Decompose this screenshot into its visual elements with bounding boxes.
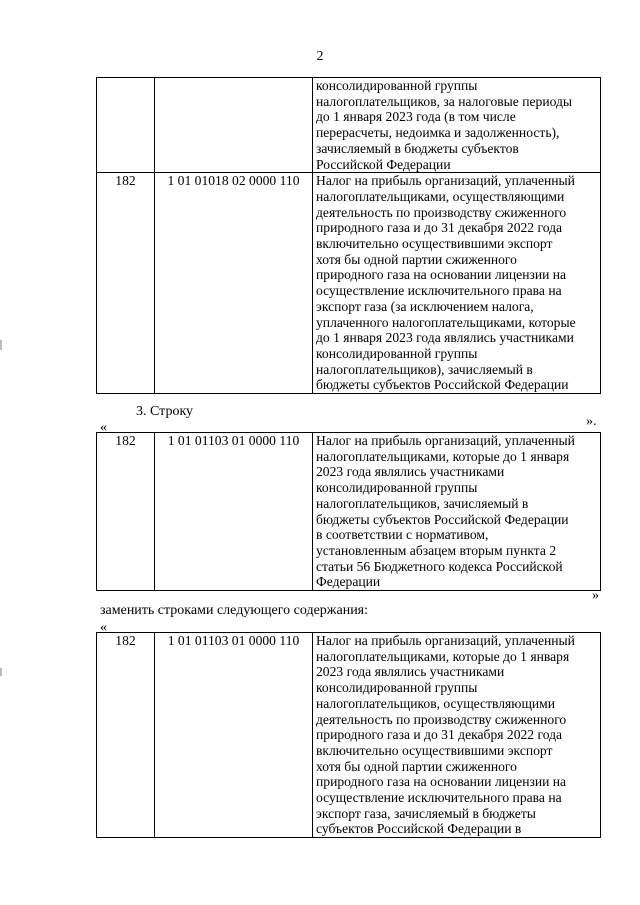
description-line: хотя бы одной партии сжиженного	[316, 251, 517, 267]
description-line: осуществление исключительного права на	[316, 790, 562, 806]
description-cell	[313, 633, 601, 838]
description-line: деятельность по производству сжиженного	[316, 204, 567, 220]
description-cell	[313, 78, 601, 173]
description-line: 2023 года являлись участниками	[316, 464, 505, 480]
admin-code-cell: 182	[97, 633, 155, 838]
description-line: природного газа и до 31 декабря 2022 года	[316, 220, 563, 236]
description-line: природного газа и до 31 декабря 2022 года	[316, 727, 563, 743]
description-line: в соответствии с нормативом,	[316, 527, 489, 543]
budget-codes-table-continuation	[96, 77, 601, 394]
description-line: Налог на прибыль организаций, уплаченный	[316, 433, 575, 448]
description-line: природного газа на основании лицензии на	[316, 774, 567, 790]
admin-code-cell: 182	[97, 173, 155, 394]
opening-quote: «	[100, 420, 107, 435]
description-line: включительно осуществившими экспорт	[316, 236, 553, 252]
section-heading: 3. Строку	[136, 404, 194, 419]
admin-code-cell: 182	[97, 433, 155, 591]
description-line: Федерации	[316, 574, 381, 590]
description-line: Налог на прибыль организаций, уплаченный	[316, 173, 575, 189]
description-line: включительно осуществившими экспорт	[316, 742, 553, 758]
description-line: налогоплательщиков), зачисляемый в	[316, 361, 533, 377]
opening-quote: «	[100, 620, 107, 635]
description-cell	[313, 433, 601, 591]
description-line: Налог на прибыль организаций, уплаченный	[316, 633, 575, 648]
description-line: осуществление исключительного права на	[316, 283, 562, 299]
replace-instruction: заменить строками следующего содержания:	[100, 603, 369, 618]
description-line: уплаченного налогоплательщиками, которые	[316, 314, 576, 330]
description-line: природного газа на основании лицензии на	[316, 267, 567, 283]
kbk-code-cell: 1 01 01103 01 0000 110	[155, 633, 313, 838]
closing-quote: »	[592, 588, 599, 603]
description-line: налогоплательщиков, осуществляющими	[316, 695, 556, 711]
scan-edge-mark	[0, 668, 2, 676]
description-line: консолидированной группы	[316, 345, 478, 361]
closing-quote: ».	[586, 414, 597, 429]
kbk-code-cell	[155, 78, 313, 173]
scan-edge-mark	[0, 340, 2, 350]
description-line: бюджеты субъектов Российской Федерации	[316, 511, 569, 527]
table-row	[97, 173, 601, 394]
description-cell	[313, 173, 601, 394]
admin-code-cell	[97, 78, 155, 173]
table-row	[97, 433, 601, 591]
description-line: деятельность по производству сжиженного	[316, 711, 567, 727]
description-line: консолидированной группы	[316, 78, 478, 93]
table-row	[97, 633, 601, 838]
description-line: субъектов Российской Федерации в	[316, 821, 522, 837]
description-line: консолидированной группы	[316, 480, 478, 496]
budget-codes-table-new-rows	[96, 632, 601, 838]
budget-codes-table-original-row	[96, 432, 601, 591]
description-line: экспорт газа (за исключением налога,	[316, 298, 534, 314]
description-line: налогоплательщиками, которые до 1 января	[316, 448, 570, 464]
page-number: 2	[316, 49, 324, 64]
table-row	[97, 78, 601, 173]
description-line: Российской Федерации	[316, 156, 451, 172]
description-line: установленным абзацем вторым пункта 2	[316, 542, 557, 558]
description-line: до 1 января 2023 года (в том числе	[316, 109, 516, 125]
description-line: перерасчеты, недоимка и задолженность),	[316, 125, 560, 141]
kbk-code-cell: 1 01 01103 01 0000 110	[155, 433, 313, 591]
description-line: хотя бы одной партии сжиженного	[316, 758, 517, 774]
description-line: налогоплательщиков, за налоговые периоды	[316, 93, 573, 109]
description-line: статьи 56 Бюджетного кодекса Российской	[316, 558, 563, 574]
kbk-code-cell: 1 01 01018 02 0000 110	[155, 173, 313, 394]
description-line: налогоплательщиками, осуществляющими	[316, 188, 565, 204]
description-line: консолидированной группы	[316, 680, 478, 696]
description-line: зачисляемый в бюджеты субъектов	[316, 140, 519, 156]
description-line: налогоплательщиками, которые до 1 января	[316, 648, 570, 664]
description-line: налогоплательщиков, зачисляемый в	[316, 495, 529, 511]
description-line: бюджеты субъектов Российской Федерации	[316, 377, 569, 393]
description-line: 2023 года являлись участниками	[316, 664, 505, 680]
description-line: до 1 января 2023 года являлись участниками	[316, 330, 574, 346]
description-line: экспорт газа, зачисляемый в бюджеты	[316, 805, 536, 821]
